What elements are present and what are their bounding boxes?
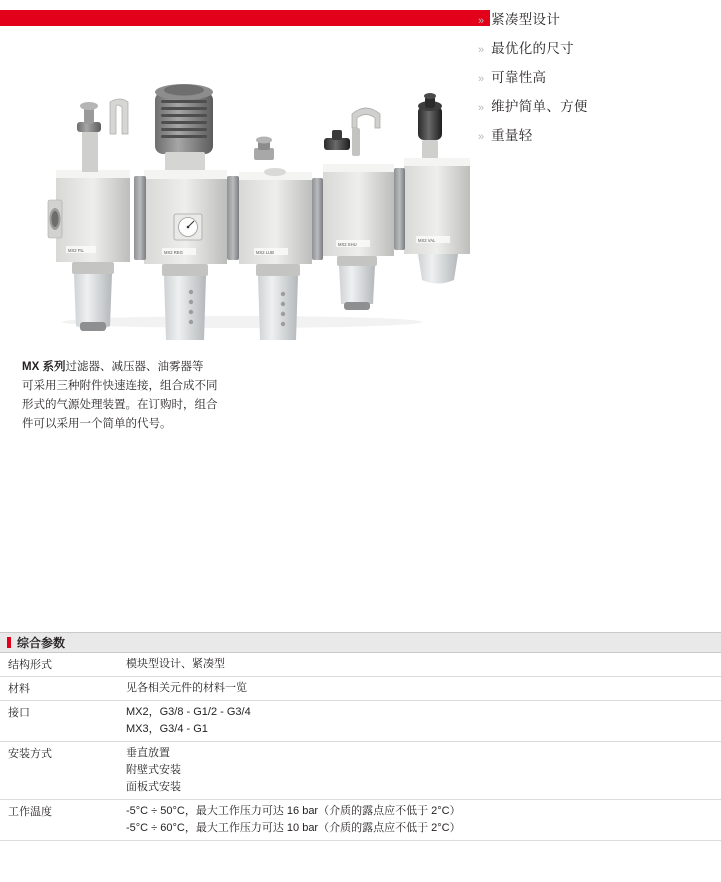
top-accent-bar <box>0 10 490 26</box>
table-row <box>0 701 721 742</box>
spec-key: 安装方式 <box>0 742 118 800</box>
feature-item <box>478 66 718 86</box>
chevron-right-icon: » <box>478 102 485 114</box>
unit-filter <box>48 99 130 331</box>
feature-item <box>478 95 718 115</box>
feature-list <box>478 8 718 153</box>
spec-value: MX2，G3/8 - G1/2 - G3/4 <box>126 706 251 719</box>
svg-text:MX2 VAL: MX2 VAL <box>418 238 436 243</box>
svg-text:MX2 LUB: MX2 LUB <box>256 250 274 255</box>
spec-value: 附壁式安装 <box>126 764 181 777</box>
spec-table <box>0 653 721 841</box>
unit-shutoff <box>323 108 394 310</box>
spec-value: -5°C ÷ 50°C，最大工作压力可达 16 bar（介质的露点应不低于 2°C） <box>126 805 461 818</box>
spec-value: 垂直放置 <box>126 747 170 760</box>
caption-line-3: 形式的气源处理装置。在订购时，组合 <box>22 398 218 411</box>
spec-key: 材料 <box>0 677 118 701</box>
feature-item <box>478 124 718 144</box>
spec-value: 见各相关元件的材料一览 <box>126 682 247 695</box>
feature-item <box>478 37 718 57</box>
spec-section-title: 综合参数 <box>17 636 66 650</box>
spec-section-header <box>0 632 721 653</box>
unit-regulator <box>134 84 239 340</box>
table-row <box>0 653 721 677</box>
feature-label: 可靠性高 <box>491 70 547 85</box>
feature-label: 维护简单、方便 <box>491 99 588 114</box>
product-caption <box>22 358 252 434</box>
table-row <box>0 742 721 800</box>
spec-key: 接口 <box>0 701 118 742</box>
chevron-right-icon: » <box>478 131 485 143</box>
caption-model: MX 系列 <box>22 361 66 373</box>
spec-value: 面板式安装 <box>126 781 181 794</box>
caption-line-1: 过滤器、减压器、油雾器等 <box>65 361 204 373</box>
spec-key: 工作温度 <box>0 800 118 841</box>
spec-value: 模块型设计、紧凑型 <box>126 658 225 670</box>
svg-text:MX2 FIL: MX2 FIL <box>68 248 84 253</box>
chevron-right-icon: » <box>478 73 485 85</box>
chevron-right-icon: » <box>478 44 485 56</box>
caption-line-2: 可采用三种附件快速连接，组合成不同 <box>22 379 218 392</box>
feature-label: 紧凑型设计 <box>491 12 561 27</box>
svg-text:MX2 SHU: MX2 SHU <box>338 242 357 247</box>
spec-section <box>0 632 721 841</box>
accent-mark-icon <box>7 637 11 648</box>
spec-value: -5°C ÷ 60°C，最大工作压力可达 10 bar（介质的露点应不低于 2°C） <box>126 822 461 835</box>
svg-text:MX2 REG: MX2 REG <box>164 250 183 255</box>
feature-label: 最优化的尺寸 <box>491 41 574 56</box>
product-photo <box>22 40 472 340</box>
table-row <box>0 677 721 701</box>
spec-value: MX3，G3/4 - G1 <box>126 723 208 736</box>
feature-item <box>478 8 718 28</box>
unit-end-module <box>394 93 470 284</box>
feature-label: 重量轻 <box>491 128 533 143</box>
unit-lubricator <box>239 137 323 341</box>
caption-line-4: 件可以采用一个简单的代号。 <box>22 417 172 430</box>
chevron-right-icon: » <box>478 15 485 27</box>
table-row <box>0 800 721 841</box>
spec-key: 结构形式 <box>0 653 118 677</box>
